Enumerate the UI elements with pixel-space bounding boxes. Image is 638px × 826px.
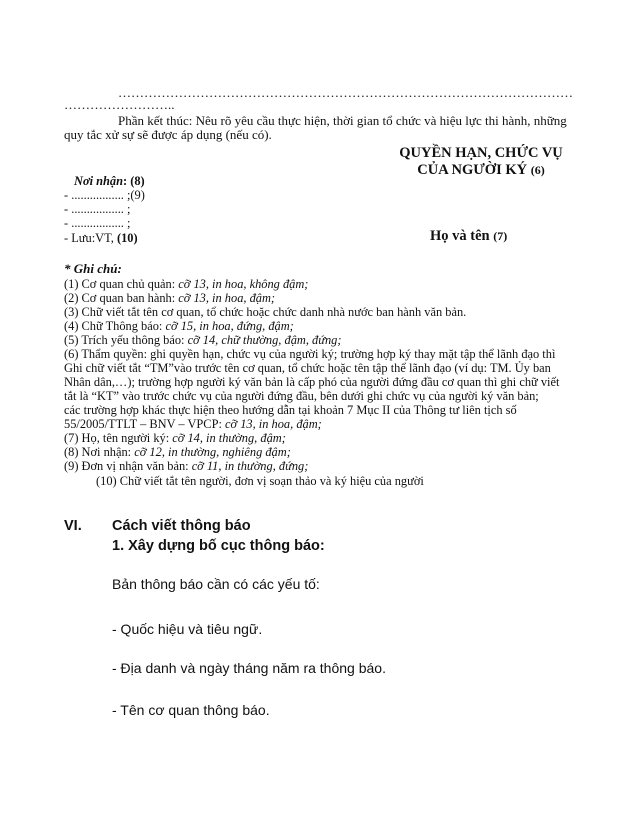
signer-name: [430, 228, 507, 245]
section-intro: Bản thông báo cần có các yếu tố:: [112, 576, 320, 592]
note-7-text: (7) Họ, tên người ký:: [64, 431, 173, 445]
recipients-label: [74, 174, 145, 189]
signer-title-number: (6): [530, 163, 545, 177]
note-9-text: (9) Đơn vị nhận văn bản:: [64, 459, 192, 473]
recipient-item-4: [64, 231, 138, 246]
note-5-italic: cỡ 14, chữ thường, đậm, đứng;: [187, 333, 342, 347]
section-item-2: - Địa danh và ngày tháng năm ra thông báo.: [112, 660, 386, 676]
closing-text-line-1: Phần kết thúc: Nêu rõ yêu cầu thực hiện, thời gian tổ chức và hiệu lực thi hành, những: [118, 113, 567, 128]
note-2: [64, 291, 275, 306]
note-6-line-3: Nhân dân,…); trường hợp người ký văn bản là cấp phó của người đứng đầu cơ quan thì ghi chữ viết: [64, 375, 560, 389]
recipient-item-1: - ................. ;(9): [64, 188, 145, 202]
note-6-line-4: tắt là “KT” vào trước chức vụ của người đứng đầu, bên dưới ghi chức vụ của người ký văn bản;: [64, 389, 539, 403]
section-item-3: - Tên cơ quan thông báo.: [112, 702, 270, 718]
closing-text-line-2: quy tắc xử sự sẽ được áp dụng (nếu có).: [64, 127, 272, 142]
note-8: [64, 445, 291, 460]
dots-line-2: ……………………..: [64, 97, 175, 112]
note-2-text: (2) Cơ quan ban hành:: [64, 291, 179, 305]
note-4-text: (4) Chữ Thông báo:: [64, 319, 166, 333]
recipient-item-2: - ................. ;: [64, 202, 131, 216]
section-item-1: - Quốc hiệu và tiêu ngữ.: [112, 621, 263, 637]
note-6-line-6: [64, 417, 322, 432]
signer-name-text: Họ và tên: [430, 228, 490, 244]
note-9: [64, 459, 308, 474]
note-10: (10) Chữ viết tắt tên người, đơn vị soạn thảo và ký hiệu của người: [96, 474, 424, 488]
signer-title-text: CỦA NGƯỜI KÝ: [417, 162, 528, 178]
signer-title-line-1: QUYỀN HẠN, CHỨC VỤ: [399, 145, 563, 161]
section-title: Cách viết thông báo: [112, 518, 251, 534]
note-2-italic: cỡ 13, in hoa, đậm;: [178, 291, 276, 305]
note-3: (3) Chữ viết tắt tên cơ quan, tổ chức hoặc chức danh nhà nước ban hành văn bản.: [64, 305, 467, 319]
note-6-line-1: (6) Thẩm quyền: ghi quyền hạn, chức vụ của người ký; trường hợp ký thay mặt tập thể lãnh đạo thì: [64, 347, 556, 361]
note-7-italic: cỡ 14, in thường, đậm;: [172, 431, 286, 445]
recipient-item-3: - ................. ;: [64, 216, 131, 230]
recipient-item-4-number: (10): [116, 231, 138, 245]
note-6-line-6-text: 55/2005/TTLT – BNV – VPCP:: [64, 417, 225, 431]
signer-title-line-2: [356, 162, 606, 179]
note-1-text: (1) Cơ quan chủ quản:: [64, 277, 179, 291]
note-5: [64, 333, 342, 348]
note-1: [64, 277, 308, 292]
note-8-italic: cỡ 12, in thường, nghiêng đậm;: [134, 445, 291, 459]
dots-line-1: ……………………………………………………………………………………………: [118, 85, 573, 100]
signer-name-number: (7): [493, 229, 508, 243]
recipients-label-text: Nơi nhận: [74, 174, 124, 188]
note-4-italic: cỡ 15, in hoa, đứng, đậm;: [165, 319, 294, 333]
note-5-text: (5) Trích yếu thông báo:: [64, 333, 188, 347]
section-number: VI.: [64, 518, 82, 534]
note-8-text: (8) Nơi nhận:: [64, 445, 135, 459]
recipients-label-number: : (8): [123, 174, 145, 188]
note-7: [64, 431, 286, 446]
recipient-item-4-text: - Lưu:VT,: [64, 231, 114, 245]
note-6-line-2: Ghi chữ viết tắt “TM”vào trước tên cơ quan, tổ chức hoặc tên tập thể lãnh đạo (ví dụ: TM. Ủy ban: [64, 361, 551, 375]
note-6-line-6-italic: cỡ 13, in hoa, đậm;: [225, 417, 322, 431]
section-subtitle: 1. Xây dựng bố cục thông báo:: [112, 538, 325, 554]
notes-heading: * Ghi chú:: [64, 261, 122, 276]
note-1-italic: cỡ 13, in hoa, không đậm;: [178, 277, 309, 291]
note-4: [64, 319, 294, 334]
note-6-line-5: các trường hợp khác thực hiện theo hướng dẫn tại khoản 7 Mục II của Thông tư liên tịch số: [64, 403, 517, 417]
note-9-italic: cỡ 11, in thường, đứng;: [191, 459, 309, 473]
